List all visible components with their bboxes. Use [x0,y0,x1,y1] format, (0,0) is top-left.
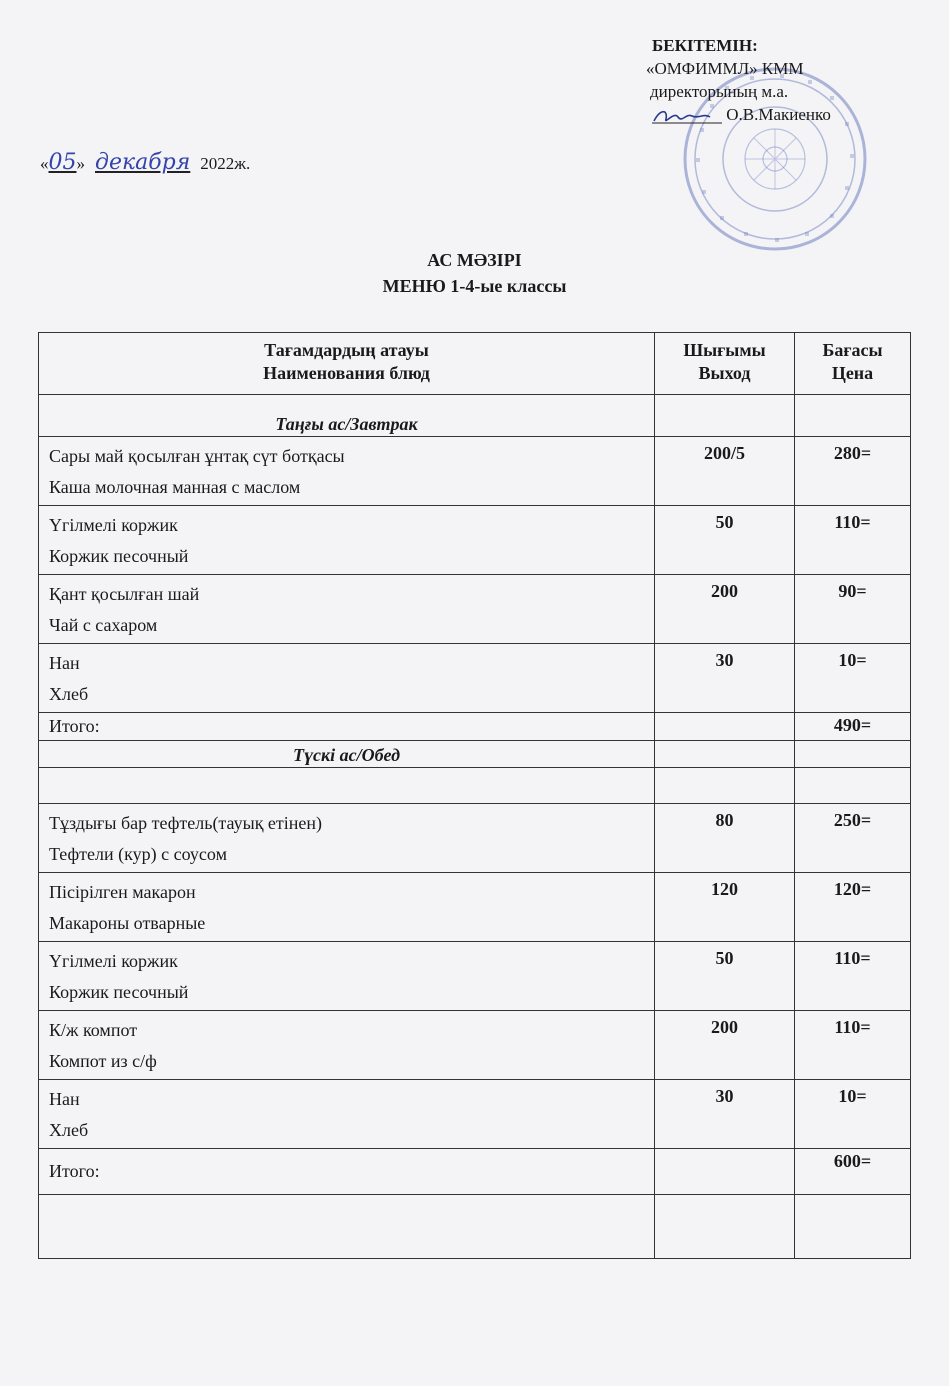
table-header-row [39,333,911,395]
header-name-ru: Наименования блюд [263,363,430,383]
dish-yield: 200 [655,1011,795,1080]
header-price-ru: Цена [831,363,874,383]
dish-name-kz: Үгілмелі коржик [49,951,178,971]
dish-yield: 30 [655,1080,795,1149]
dish-name-kz: Нан [49,1089,80,1109]
approver-name: О.В.Макиенко [726,105,831,124]
dish-price: 90= [795,575,911,644]
header-name [39,333,655,395]
approval-block [630,34,890,126]
dish-name-ru: Компот из с/ф [49,1051,157,1071]
dish-name [39,942,655,1011]
dish-name [39,437,655,506]
empty-cell [655,768,795,804]
approval-organization: «ОМФИММЛ» КММ [646,59,804,78]
total-price: 600= [795,1149,911,1195]
empty-cell [795,768,911,804]
empty-cell [655,741,795,768]
empty-cell [655,1149,795,1195]
empty-cell [39,768,655,804]
menu-title-kz: АС МӘЗІРІ [427,250,522,270]
dish-name [39,873,655,942]
dish-name-kz: Қант қосылған шай [49,584,200,604]
dish-name-kz: Сары май қосылған ұнтақ сүт ботқасы [49,446,345,466]
dish-name-kz: К/ж компот [49,1020,138,1040]
table-row [39,437,911,506]
dish-price: 110= [795,1011,911,1080]
section-breakfast: Таңғы ас/Завтрак [39,395,655,437]
dish-name-kz: Пісірілген макарон [49,882,196,902]
approval-role: директорының м.а. [650,82,789,101]
dish-name-ru: Коржик песочный [49,982,189,1002]
dish-name-ru: Макароны отварные [49,913,206,933]
dish-price: 10= [795,1080,911,1149]
empty-row [39,1195,911,1259]
total-row-lunch [39,1149,911,1195]
dish-name [39,1011,655,1080]
document-date [40,150,250,175]
dish-name-ru: Чай с сахаром [49,615,158,635]
table-row [39,506,911,575]
approval-signature-line [630,103,890,126]
date-close-quote: » [76,154,85,173]
dish-yield: 30 [655,644,795,713]
table-row [39,873,911,942]
empty-cell [795,395,911,437]
header-price-kz: Бағасы [822,340,883,360]
dish-price: 250= [795,804,911,873]
date-year: 2022ж. [200,154,251,173]
dish-name-ru: Тефтели (кур) с соусом [49,844,227,864]
date-day: 05 [48,150,77,175]
date-open-quote: « [40,154,49,173]
total-row-breakfast [39,713,911,741]
header-name-kz: Тағамдардың атауы [264,340,429,360]
dish-price: 110= [795,942,911,1011]
dish-yield: 80 [655,804,795,873]
empty-cell [655,713,795,741]
dish-name [39,506,655,575]
total-price: 490= [795,713,911,741]
dish-name-kz: Тұздығы бар тефтель(тауық етінен) [49,813,323,833]
dish-name-ru: Хлеб [49,1120,89,1140]
total-label: Итого: [39,713,655,741]
section-row-breakfast [39,395,911,437]
table-row [39,1011,911,1080]
dish-price: 280= [795,437,911,506]
dish-yield: 200/5 [655,437,795,506]
table-row [39,575,911,644]
date-month: декабря [95,150,191,175]
dish-price: 10= [795,644,911,713]
dish-name [39,804,655,873]
total-label: Итого: [39,1149,655,1195]
empty-cell [39,1195,655,1259]
dish-name [39,1080,655,1149]
table-row [39,942,911,1011]
menu-table [38,332,911,1259]
dish-name-ru: Каша молочная манная с маслом [49,477,301,497]
dish-yield: 50 [655,506,795,575]
empty-row [39,768,911,804]
section-lunch: Түскі ас/Обед [39,741,655,768]
table-row [39,1080,911,1149]
header-yield-kz: Шығымы [683,340,766,360]
approval-heading: БЕКІТЕМІН: [652,36,758,55]
table-row [39,804,911,873]
dish-yield: 200 [655,575,795,644]
dish-name [39,644,655,713]
header-price [795,333,911,395]
empty-cell [795,1195,911,1259]
dish-name-ru: Хлеб [49,684,89,704]
section-row-lunch [39,741,911,768]
dish-name-kz: Нан [49,653,80,673]
menu-title-ru: МЕНЮ 1-4-ые классы [382,276,567,296]
dish-name-ru: Коржик песочный [49,546,189,566]
dish-yield: 50 [655,942,795,1011]
empty-cell [795,741,911,768]
table-row [39,644,911,713]
dish-name-kz: Үгілмелі коржик [49,515,178,535]
empty-cell [655,1195,795,1259]
handwritten-signature [652,107,722,125]
dish-yield: 120 [655,873,795,942]
empty-cell [655,395,795,437]
dish-name [39,575,655,644]
header-yield-ru: Выход [698,363,751,383]
dish-price: 110= [795,506,911,575]
dish-price: 120= [795,873,911,942]
header-yield [655,333,795,395]
